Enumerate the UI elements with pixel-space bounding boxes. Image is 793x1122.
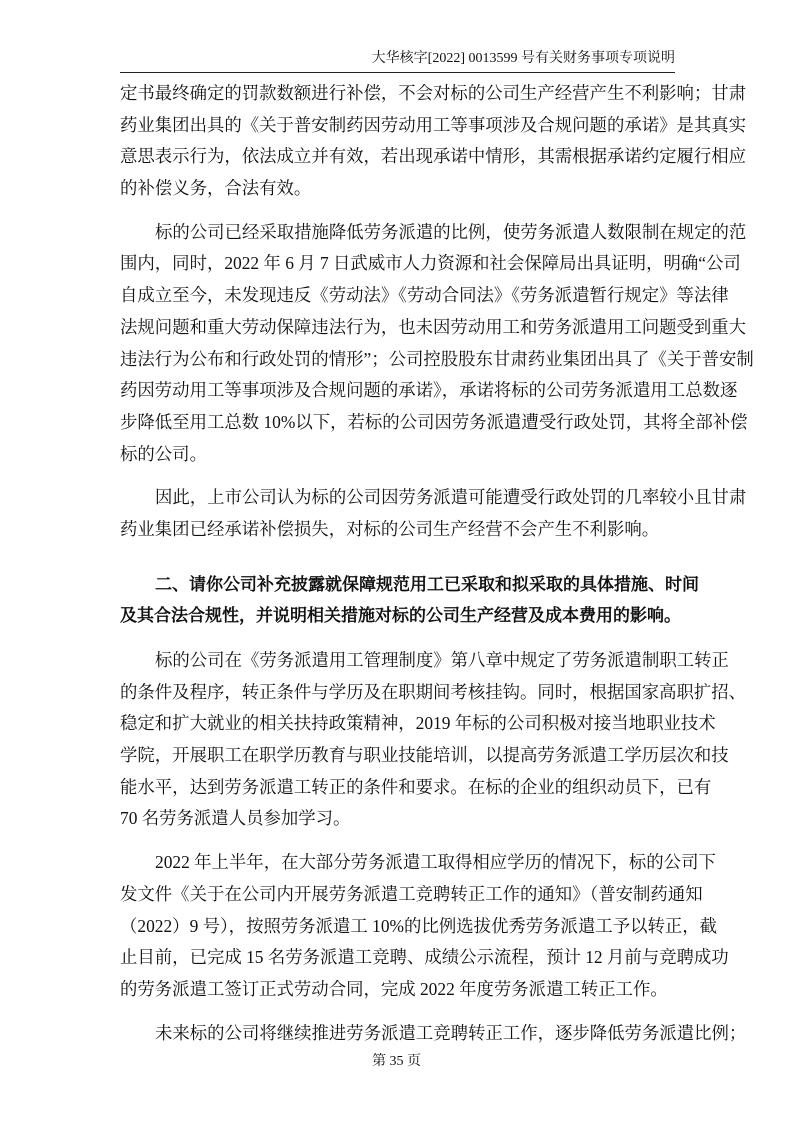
text-line: 2022 年上半年，在大部分劳务派遣工取得相应学历的情况下，标的公司下	[155, 852, 716, 873]
paragraph	[120, 847, 729, 1005]
text-line: 定书最终确定的罚款数额进行补偿，不会对标的公司生产经营产生不利影响；甘肃	[120, 83, 747, 103]
text-line: 违法行为公布和行政处罚的情形”；公司控股股东甘肃药业集团出具了《关于普安制	[120, 348, 754, 369]
paragraph	[120, 482, 747, 545]
text-line: 的条件及程序，转正条件与学历及在职期间考核挂钩。同时，根据国家高职扩招、	[120, 681, 747, 702]
paragraph	[120, 1018, 747, 1050]
text-line: 法规问题和重大劳动保障违法行为，也未因劳动用工和劳务派遣用工问题受到重大	[120, 316, 747, 337]
text-line: 围内，同时，2022 年 6 月 7 日武威市人力资源和社会保障局出具证明，明确“公司	[120, 253, 741, 274]
page-header	[120, 48, 675, 73]
text-line: 标的公司已经采取措施降低劳务派遣的比例，使劳务派遣人数限制在规定的范	[155, 221, 747, 242]
section-heading	[120, 570, 699, 633]
text-line: 能水平，达到劳务派遣工转正的条件和要求。在标的企业的组织动员下，已有	[120, 776, 712, 797]
text-line: 药因劳动用工等事项涉及合规问题的承诺》，承诺将标的公司劳务派遣用工总数逐	[120, 380, 738, 401]
text-line: （2022）9 号），按照劳务派遣工 10%的比例选拔优秀劳务派遣工予以转正，截	[120, 915, 718, 936]
paragraph	[120, 645, 747, 835]
text-line: 意思表示行为，依法成立并有效，若出现承诺中情形，其需根据承诺约定履行相应	[120, 146, 747, 167]
text-line: 的补偿义务，合法有效。	[120, 178, 312, 199]
text-line: 及其合法合规性，并说明相关措施对标的公司生产经营及成本费用的影响。	[120, 606, 681, 627]
text-line: 70 名劳务派遣人员参加学习。	[120, 808, 351, 829]
text-line: 药业集团已经承诺补偿损失，对标的公司生产经营不会产生不利影响。	[120, 518, 660, 539]
text-line: 标的公司。	[120, 443, 207, 464]
page-number: 第 35 页	[372, 1054, 421, 1069]
text-line: 二、请你公司补充披露就保障规范用工已采取和拟采取的具体措施、时间	[155, 574, 699, 595]
header-title: 大华核字[2022] 0013599 号有关财务事项专项说明	[371, 51, 675, 66]
text-line: 标的公司在《劳务派遣用工管理制度》第八章中规定了劳务派遣制职工转正	[155, 650, 729, 670]
text-line: 止目前，已完成 15 名劳务派遣工竞聘、成绩公示流程，预计 12 月前与竞聘成功	[120, 947, 729, 968]
text-line: 未来标的公司将继续推进劳务派遣工竞聘转正工作，逐步降低劳务派遣比例；	[155, 1022, 747, 1043]
text-line: 药业集团出具的《关于普安制药因劳动用工等事项涉及合规问题的承诺》是其真实	[120, 114, 747, 135]
text-line: 步降低至用工总数 10%以下，若标的公司因劳务派遣遭受行政处罚，其将全部补偿	[120, 411, 748, 432]
paragraph	[120, 217, 754, 471]
document-body	[120, 78, 754, 1061]
text-line: 因此，上市公司认为标的公司因劳务派遣可能遭受行政处罚的几率较小且甘肃	[155, 487, 747, 508]
text-line: 的劳务派遣工签订正式劳动合同，完成 2022 年度劳务派遣工转正工作。	[120, 978, 668, 999]
text-line: 发文件《关于在公司内开展劳务派遣工竞聘转正工作的通知》（普安制药通知	[120, 883, 703, 904]
text-line: 自成立至今，未发现违反《劳动法》《劳动合同法》《劳务派遣暂行规定》等法律	[120, 285, 729, 306]
text-line: 学院，开展职工在职学历教育与职业技能培训，以提高劳务派遣工学历层次和技	[120, 745, 729, 766]
text-line: 稳定和扩大就业的相关扶持政策精神，2019 年标的公司积极对接当地职业技术	[120, 713, 716, 734]
paragraph	[120, 78, 747, 205]
